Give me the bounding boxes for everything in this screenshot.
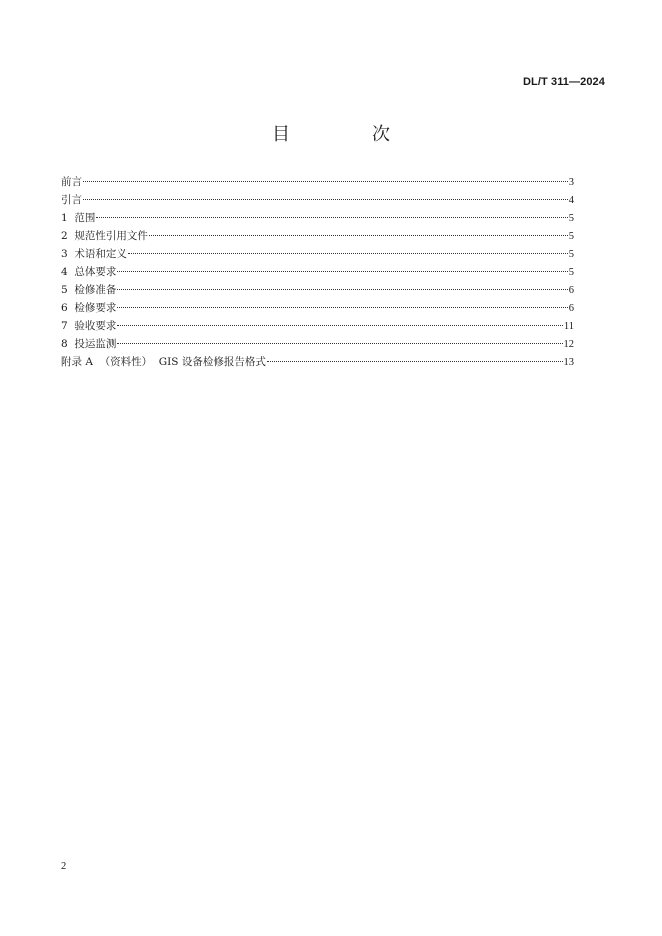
toc-leader-dots — [117, 343, 562, 344]
toc-leader-dots — [149, 235, 568, 236]
toc-leader-dots — [83, 181, 568, 182]
toc-leader-dots — [117, 271, 567, 272]
toc-entry-label: 6 检修要求 — [61, 302, 117, 314]
toc-entry-page: 6 — [568, 303, 574, 314]
toc-entry-normative-references[interactable] — [61, 227, 574, 245]
toc-leader-dots — [96, 217, 567, 218]
toc-title: 目 次 — [272, 124, 422, 145]
toc-entry-page: 3 — [568, 177, 574, 188]
toc-leader-dots — [117, 307, 567, 308]
toc-entry-page: 11 — [563, 321, 574, 332]
toc-entry-commissioning-monitoring[interactable] — [61, 335, 574, 353]
toc-entry-page: 12 — [563, 339, 574, 350]
page-number: 2 — [61, 861, 67, 872]
toc-entry-label: 1 范围 — [61, 212, 96, 224]
toc-entry-acceptance-requirements[interactable] — [61, 317, 574, 335]
toc-entry-label: 8 投运监测 — [61, 338, 117, 350]
toc-entry-page: 5 — [568, 267, 574, 278]
toc-entry-page: 6 — [568, 285, 574, 296]
toc-entry-introduction[interactable] — [61, 191, 574, 209]
toc-entry-page: 5 — [568, 249, 574, 260]
toc-leader-dots — [128, 253, 568, 254]
table-of-contents — [61, 173, 574, 371]
toc-entry-label: 3 术语和定义 — [61, 248, 127, 260]
toc-entry-page: 5 — [568, 231, 574, 242]
toc-leader-dots — [83, 199, 568, 200]
toc-entry-page: 4 — [568, 195, 574, 206]
toc-leader-dots — [267, 361, 563, 362]
toc-entry-maintenance-preparation[interactable] — [61, 281, 574, 299]
toc-entry-terms-definitions[interactable] — [61, 245, 574, 263]
toc-entry-foreword[interactable] — [61, 173, 574, 191]
document-code: DL/T 311—2024 — [522, 76, 605, 88]
toc-leader-dots — [117, 325, 563, 326]
toc-entry-label: 5 检修准备 — [61, 284, 117, 296]
toc-entry-scope[interactable] — [61, 209, 574, 227]
toc-entry-label: 引言 — [61, 194, 82, 206]
toc-entry-page: 5 — [568, 213, 574, 224]
toc-entry-label: 附录 A （资料性） GIS 设备检修报告格式 — [61, 356, 266, 368]
toc-entry-page: 13 — [563, 357, 574, 368]
toc-entry-label: 前言 — [61, 176, 82, 188]
toc-entry-general-requirements[interactable] — [61, 263, 574, 281]
toc-entry-label: 7 验收要求 — [61, 320, 117, 332]
toc-entry-label: 2 规范性引用文件 — [61, 230, 148, 242]
toc-entry-maintenance-requirements[interactable] — [61, 299, 574, 317]
toc-leader-dots — [117, 289, 567, 290]
toc-entry-annex-a[interactable] — [61, 353, 574, 371]
toc-entry-label: 4 总体要求 — [61, 266, 117, 278]
